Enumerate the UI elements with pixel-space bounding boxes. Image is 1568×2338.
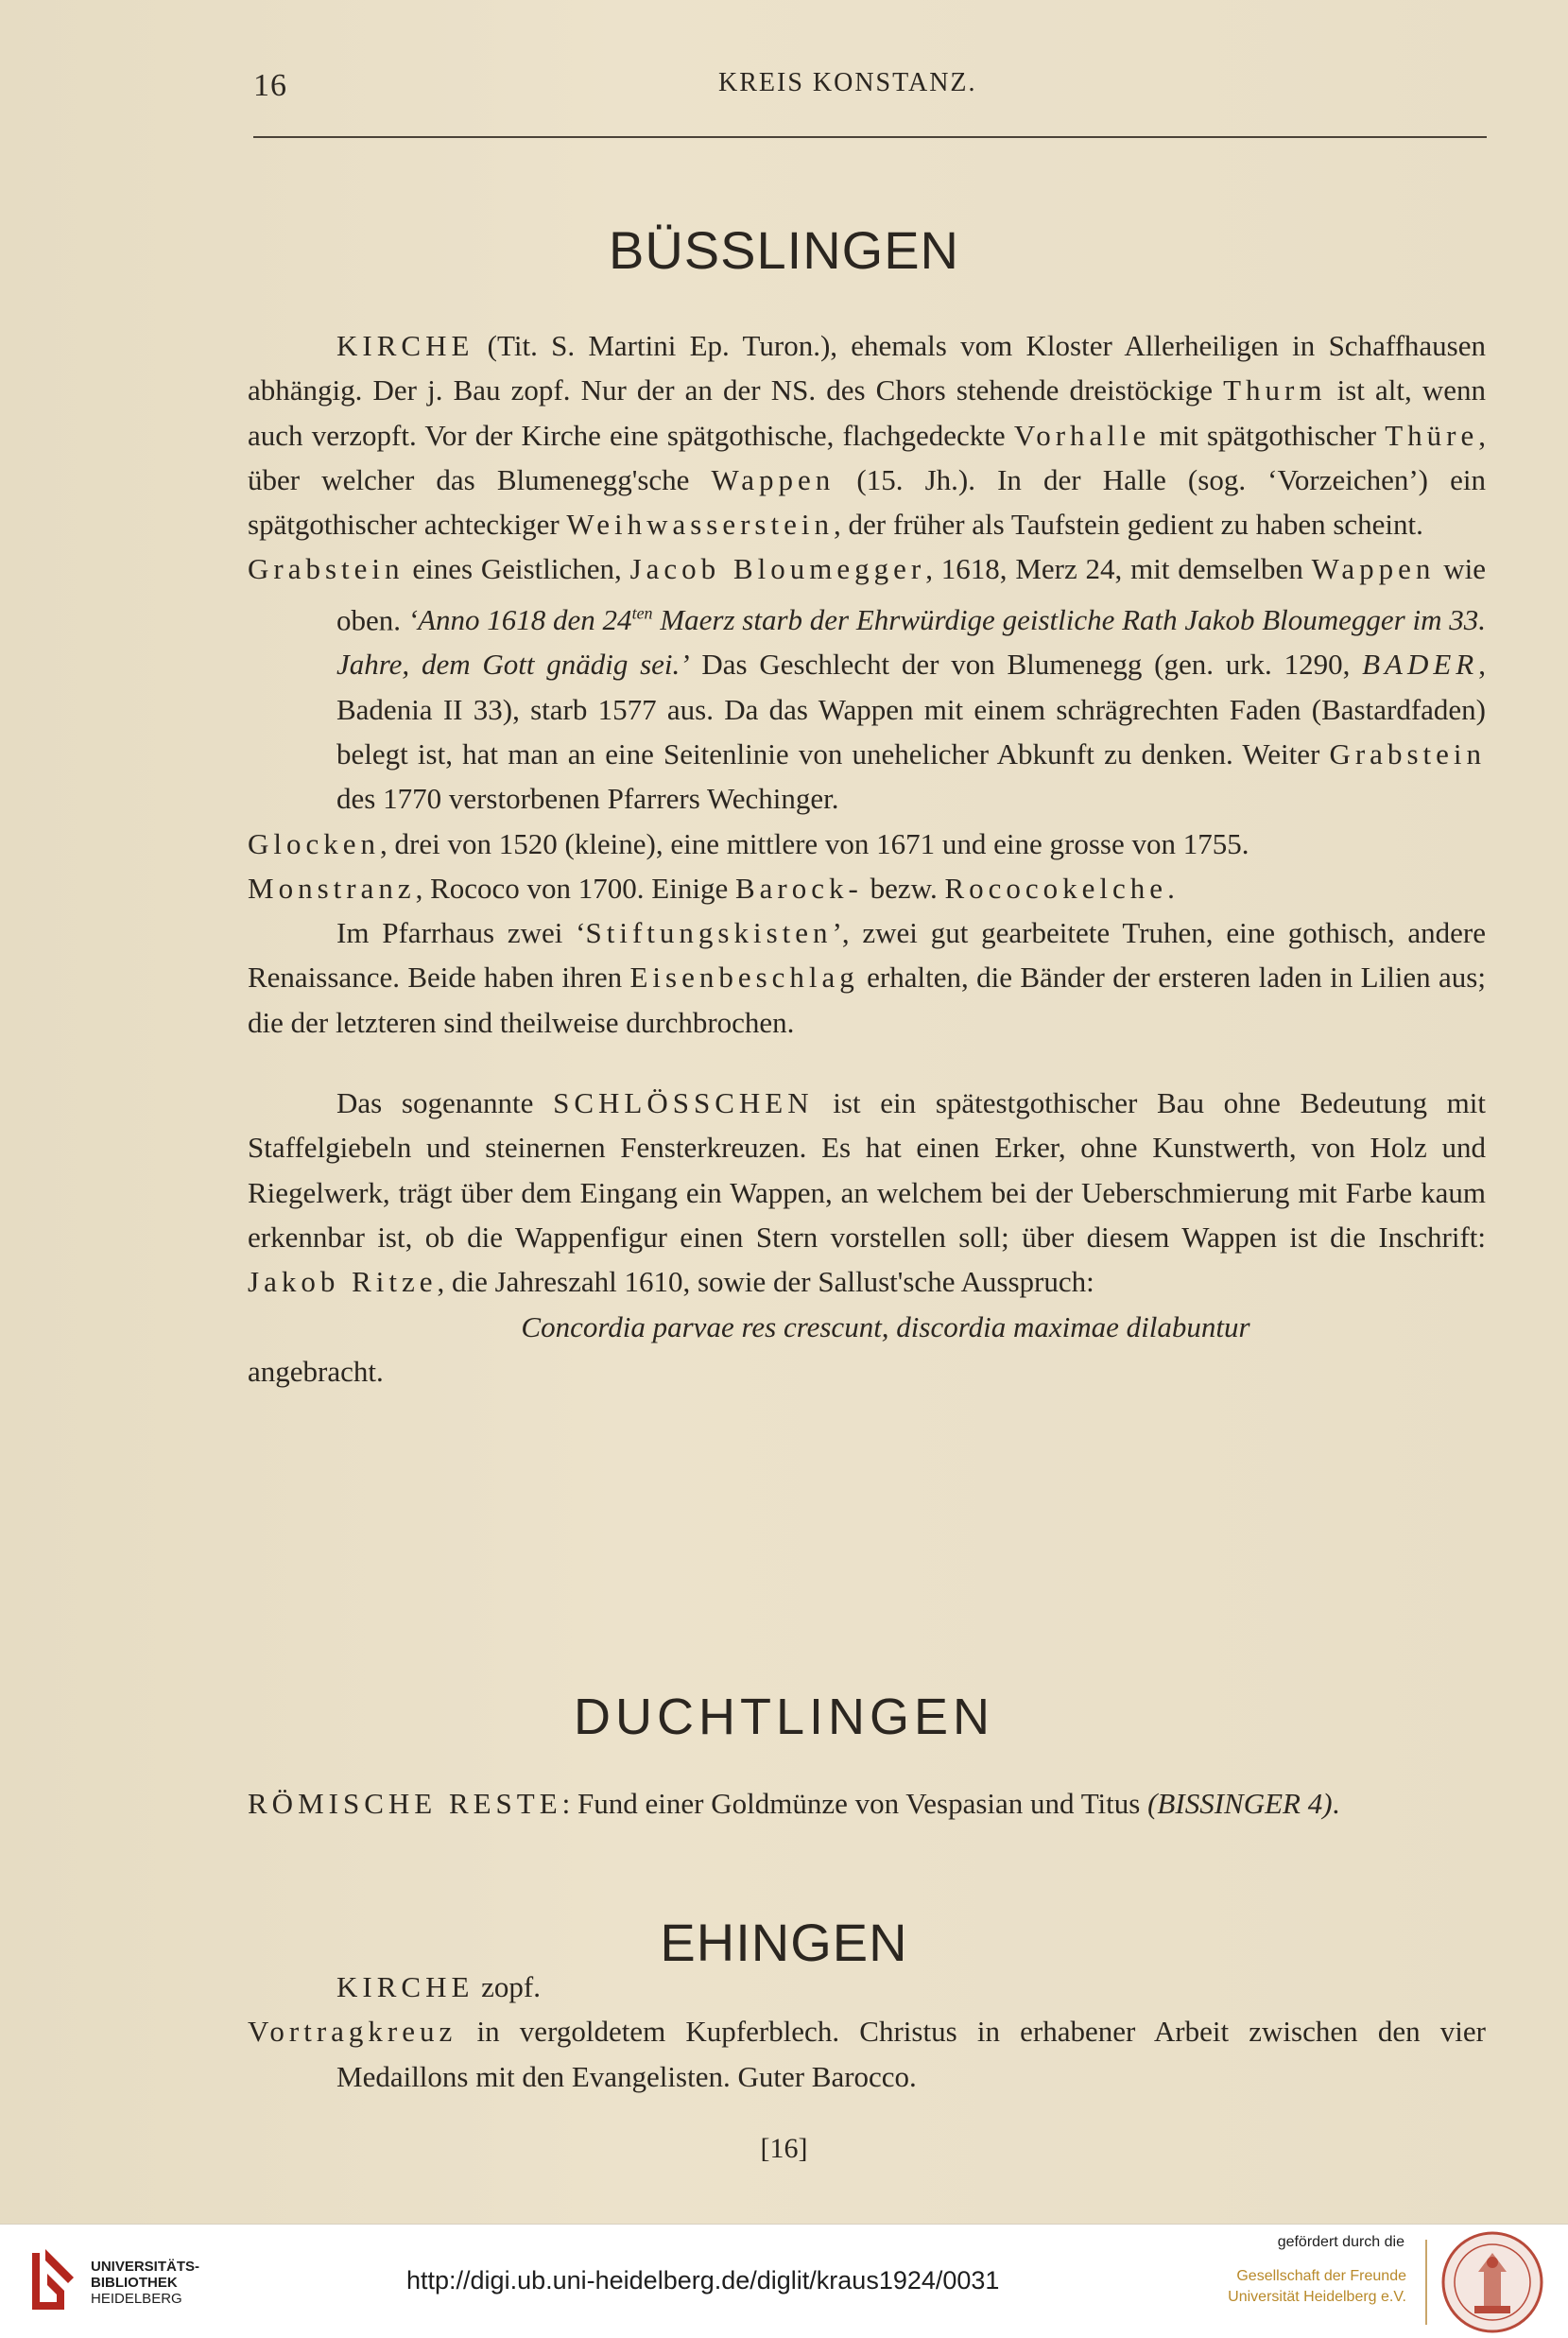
term-roemische-reste: RÖMISCHE RESTE	[248, 1787, 562, 1820]
term-schloesschen: SCHLÖSSCHEN	[553, 1086, 814, 1120]
text-run: , 1618, Merz 24, mit demselben	[925, 552, 1312, 586]
paragraph-angebracht: angebracht.	[248, 1354, 384, 1388]
text-run: Im Pfarrhaus zwei ‘	[336, 916, 586, 950]
term-weihwasserstein: Weihwasserstein	[566, 508, 834, 542]
term-vorhalle: Vorhalle	[1013, 418, 1151, 452]
term-stiftungskisten: Stiftungskisten	[585, 916, 833, 950]
term-name: Jacob Bloumegger	[629, 552, 926, 586]
text-run: bezw.	[862, 871, 945, 905]
text-run: .	[1167, 871, 1175, 905]
paragraph-glocken	[248, 822, 1486, 866]
text-run: , über welcher das Blumenegg'sche	[248, 418, 1487, 496]
text-run: , die Jahreszahl 1610, sowie der Sallust'sche Ausspruch:	[437, 1265, 1094, 1299]
text-run: eines Geistlichen,	[404, 552, 630, 586]
text-run: (15. Jh.). In der Halle (sog. ‘Vorzeichen’) ein spätgothischer achteckiger	[248, 462, 1486, 542]
term-kirche-ehingen: KIRCHE	[336, 1970, 474, 2003]
quote-superscript: ten	[631, 603, 653, 623]
sponsor-name	[1197, 2266, 1406, 2308]
text-run: , der früher als Taufstein gedient zu haben scheint.	[833, 508, 1423, 542]
term-barock: Barock-	[734, 871, 863, 905]
term-vortragkreuz: Vortragkreuz	[248, 2015, 457, 2049]
paragraph-monstranz	[248, 866, 1486, 910]
sponsor-label: gefördert durch die	[1277, 2234, 1404, 2250]
term-eisenbeschlag: Eisenbeschlag	[629, 961, 859, 995]
text-run: : Fund einer Goldmünze von Vespasian und Titus	[561, 1787, 1148, 1820]
section-body-ehingen	[248, 1965, 1486, 2099]
term-wappen: Wappen	[711, 462, 836, 496]
sponsor-name-line: Gesellschaft der Freunde	[1236, 2268, 1406, 2284]
page-number-footer: [16]	[760, 2133, 808, 2164]
paragraph-roemische-reste	[248, 1781, 1486, 1826]
quote-text: Maerz starb der Ehrwürdige geistliche Rath Jakob Bloumegger im 33. Jahre, dem Gott gnädig sei.’	[336, 603, 1486, 682]
text-run: des 1770 verstorbenen Pfarrers Wechinger.	[336, 782, 839, 816]
term-wappen-2: Wappen	[1311, 552, 1436, 586]
text-run: , Badenia II 33), starb 1577 aus. Da das Wappen mit einem schrägrechten Faden (Bastardfaden) belegt ist, hat man an eine Seitenlinie von unehelicher Abkunft zu denken. Weiter	[336, 648, 1486, 771]
term-glocken: Glocken	[248, 826, 381, 860]
text-run: in vergoldetem Kupferblech. Christus in erhabener Arbeit zwischen den vier Medaillons mit den Evangelisten. Guter Barocco.	[336, 2015, 1486, 2093]
term-grabstein: Grabstein	[248, 552, 405, 586]
paragraph-vortragkreuz	[248, 2009, 1486, 2099]
text-run: ist ein spätestgothischer Bau ohne Bedeutung mit Staffelgiebeln und steinernen Fensterkreuzen. Es hat einen Erker, ohne Kunstwerth, von Holz und Riegelwerk, trägt über dem Eingang ein Wappen, an welchem bei der Ueberschmierung mit Farbe kaum erkennbar ist, ob die Wappenfigur einen Stern vorstellen soll; über diesem Wappen ist die Inschrift:	[248, 1086, 1486, 1254]
term-grabstein-2: Grabstein	[1329, 737, 1486, 771]
text-run: zopf.	[474, 1970, 541, 2003]
digitization-footer	[0, 2224, 1568, 2338]
paragraph-ehingen-kirche	[248, 1965, 1486, 2009]
term-monstranz: Monstranz	[248, 871, 416, 905]
section-body-buesslingen	[248, 323, 1486, 1394]
text-run: Das sogenannte	[336, 1086, 554, 1120]
section-body-duchtlingen	[248, 1781, 1486, 1826]
library-name	[91, 2259, 199, 2307]
section-title-duchtlingen: DUCHTLINGEN	[573, 1689, 995, 1745]
footer-divider	[1425, 2240, 1427, 2325]
section-title-ehingen: EHINGEN	[660, 1913, 908, 1972]
term-rococokelche: Rococokelche	[944, 871, 1168, 905]
quote-text: ‘Anno 1618 den 24	[407, 603, 632, 637]
paragraph-kirche	[248, 323, 1486, 546]
sponsor-name-line: Universität Heidelberg e.V.	[1228, 2289, 1406, 2305]
text-run: , Rococo von 1700. Einige	[415, 871, 735, 905]
text-run: , drei von 1520 (kleine), eine mittlere von 1671 und eine grosse von 1755.	[380, 826, 1249, 860]
text-run: Das Geschlecht der von Blumenegg (gen. urk. 1290,	[689, 648, 1363, 682]
paragraph-grabstein	[248, 546, 1486, 821]
text-run: .	[1332, 1787, 1340, 1820]
term-ritze: Jakob Ritze	[248, 1265, 438, 1299]
library-logo-icon	[19, 2245, 85, 2317]
paragraph-pfarrhaus	[248, 910, 1486, 1045]
term-kirche: KIRCHE	[336, 329, 474, 362]
permalink-url[interactable]: http://digi.ub.uni-heidelberg.de/diglit/kraus1924/0031	[406, 2266, 1000, 2295]
page-number-header: 16	[253, 68, 287, 103]
header-rule	[253, 136, 1487, 138]
term-thurm: Thurm	[1223, 373, 1327, 407]
section-title-buesslingen: BÜSSLINGEN	[609, 220, 959, 280]
running-title: KREIS KONSTANZ.	[718, 68, 977, 97]
citation-bader: BADER	[1362, 648, 1479, 682]
library-name-line: UNIVERSITÄTS-	[91, 2259, 200, 2275]
text-run: ist alt, wenn auch verzopft. Vor der Kirche eine spätgothische, flachgedeckte	[248, 373, 1486, 452]
term-thuere: Thüre	[1385, 418, 1479, 452]
library-name-line: HEIDELBERG	[91, 2291, 182, 2307]
paragraph-schloesschen	[248, 1081, 1486, 1304]
text-run: wie oben.	[336, 552, 1486, 637]
text-run: mit spätgothischer	[1150, 418, 1386, 452]
citation-bissinger: (BISSINGER 4)	[1147, 1787, 1333, 1820]
text-run: erhalten, die Bänder der ersteren laden in Lilien aus; die der letzteren sind theilweise durchbrochen.	[248, 961, 1486, 1039]
inscription: Concordia parvae res crescunt, discordia maximae dilabuntur	[521, 1309, 1250, 1343]
text-run: (Tit. S. Martini Ep. Turon.), ehemals vom Kloster Allerheiligen in Schaffhausen abhängig. Der j. Bau zopf. Nur der an der NS. des Chors stehende dreistöckige	[248, 329, 1486, 407]
library-name-line: BIBLIOTHEK	[91, 2275, 178, 2291]
text-run: ’, zwei gut gearbeitete Truhen, eine gothisch, andere Renaissance. Beide haben ihren	[248, 916, 1486, 995]
university-seal-icon	[1440, 2230, 1544, 2334]
